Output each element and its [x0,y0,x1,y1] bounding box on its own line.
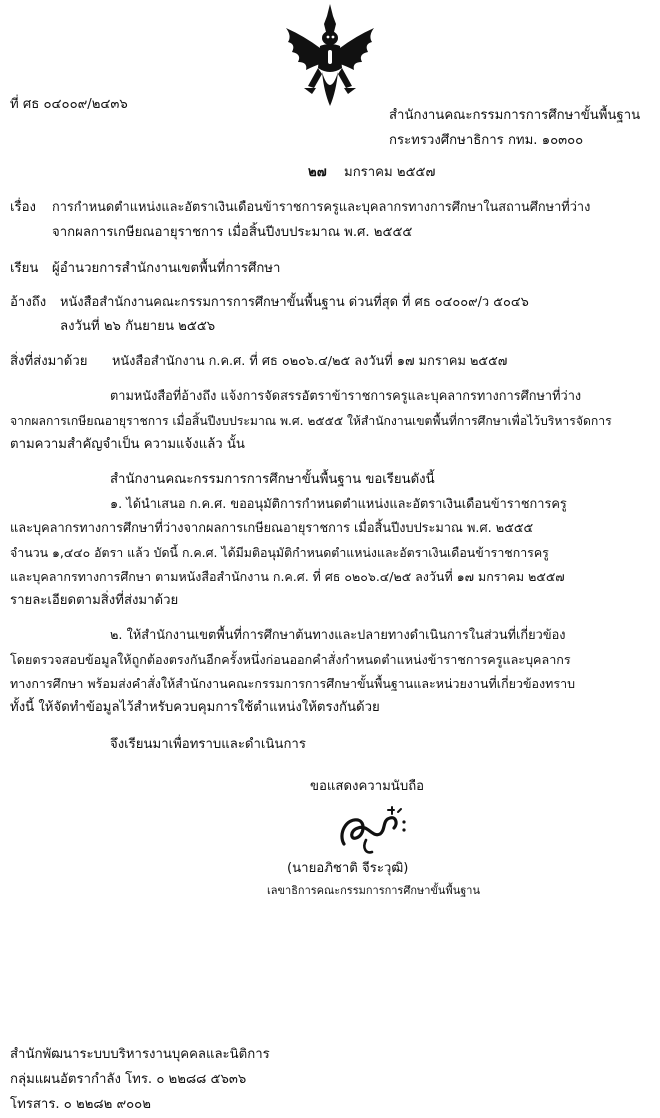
paragraph-1-line-3: ตามความสำคัญจำเป็น ความแจ้งแล้ว นั้น [10,437,245,452]
regards: ขอแสดงความนับถือ [310,779,425,794]
subject-line-2: จากผลการเกษียณอายุราชการ เมื่อสิ้นปีงบประมาณ พ.ศ. ๒๕๕๕ [52,225,413,240]
item-1-line-1: ๑. ได้นำเสนอ ก.ค.ศ. ขออนุมัติการกำหนดตำแหน่งและอัตราเงินเดือนข้าราชการครู [110,497,567,512]
issuing-office: สำนักงานคณะกรรมการการศึกษาขั้นพื้นฐาน [389,108,641,123]
enclosure-label: สิ่งที่ส่งมาด้วย [10,354,88,369]
item-1-line-2: และบุคลากรทางการศึกษาที่ว่างจากผลการเกษียณอายุราชการ เมื่อสิ้นปีงบประมาณ พ.ศ. ๒๕๕๕ [10,521,534,536]
recipient: ผู้อำนวยการสำนักงานเขตพื้นที่การศึกษา [52,261,281,276]
item-1-line-5: รายละเอียดตามสิ่งที่ส่งมาด้วย [10,593,179,608]
item-2-line-1: ๒. ให้สำนักงานเขตพื้นที่การศึกษาต้นทางและปลายทางดำเนินการในส่วนที่เกี่ยวข้อง [110,628,566,643]
footer-phone: กลุ่มแผนอัตรากำลัง โทร. ๐ ๒๒๘๘ ๕๖๓๖ [10,1072,247,1087]
paragraph-2-line-1: สำนักงานคณะกรรมการการศึกษาขั้นพื้นฐาน ขอเรียนดังนี้ [110,472,435,487]
paragraph-1-line-1: ตามหนังสือที่อ้างถึง แจ้งการจัดสรรอัตราข้าราชการครูและบุคลากรทางการศึกษาที่ว่าง [110,389,582,404]
date-month-year: มกราคม ๒๕๕๗ [344,165,436,180]
handwritten-signature-icon [336,804,410,856]
garuda-emblem-icon [278,2,382,114]
item-2-line-4: ทั้งนี้ ให้จัดทำข้อมูลไว้สำหรับควบคุมการใช้ตำแหน่งให้ตรงกันด้วย [10,700,380,715]
date-day: ๒๗ [308,165,327,180]
recipient-label: เรียน [10,261,39,276]
footer-department: สำนักพัฒนาระบบบริหารงานบุคคลและนิติการ [10,1047,270,1062]
reference-line-2: ลงวันที่ ๒๖ กันยายน ๒๕๕๖ [60,319,216,334]
subject-line-1: การกำหนดตำแหน่งและอัตราเงินเดือนข้าราชการครูและบุคลากรทางการศึกษาในสถานศึกษาที่ว่าง [52,200,591,215]
item-2-line-3: ทางการศึกษา พร้อมส่งคำสั่งให้สำนักงานคณะกรรมการการศึกษาขั้นพื้นฐานและหน่วยงานที่เกี่ยวข้องทราบ [10,676,576,691]
enclosure: หนังสือสำนักงาน ก.ค.ศ. ที่ ศธ ๐๒๐๖.๔/๒๕ ลงวันที่ ๑๗ มกราคม ๒๕๕๗ [112,354,508,369]
closing-sentence: จึงเรียนมาเพื่อทราบและดำเนินการ [110,737,306,752]
document-number: ที่ ศธ ๐๔๐๐๙/๒๔๓๖ [10,97,128,112]
reference-label: อ้างถึง [10,295,47,310]
paragraph-1-line-2: จากผลการเกษียณอายุราชการ เมื่อสิ้นปีงบประมาณ พ.ศ. ๒๕๕๕ ให้สำนักงานเขตพื้นที่การศึกษาเพื่อไว้บริหารจัดการ [10,414,612,428]
signatory-position: เลขาธิการคณะกรรมการการศึกษาขั้นพื้นฐาน [267,884,480,897]
reference-line-1: หนังสือสำนักงานคณะกรรมการการศึกษาขั้นพื้นฐาน ด่วนที่สุด ที่ ศธ ๐๔๐๐๙/ว ๕๐๔๖ [60,295,529,310]
issuing-office-address: กระทรวงศึกษาธิการ กทม. ๑๐๓๐๐ [389,133,584,148]
signatory-name: (นายอภิชาติ จีระวุฒิ) [287,861,409,876]
footer-fax: โทรสาร. ๐ ๒๒๘๒ ๙๐๐๒ [10,1097,151,1112]
item-1-line-4: และบุคลากรทางการศึกษา ตามหนังสือสำนักงาน ก.ค.ศ. ที่ ศธ ๐๒๐๖.๔/๒๕ ลงวันที่ ๑๗ มกราคม ๒๕๕๗ [10,569,565,584]
subject-label: เรื่อง [10,200,36,215]
item-2-line-2: โดยตรวจสอบข้อมูลให้ถูกต้องตรงกันอีกครั้งหนึ่งก่อนออกคำสั่งกำหนดตำแหน่งข้าราชการครูและบุคลากร [10,652,571,667]
item-1-line-3: จำนวน ๑,๔๔๐ อัตรา แล้ว บัดนี้ ก.ค.ศ. ได้มีมติอนุมัติกำหนดตำแหน่งและอัตราเงินเดือนข้าราชการครู [10,545,549,560]
